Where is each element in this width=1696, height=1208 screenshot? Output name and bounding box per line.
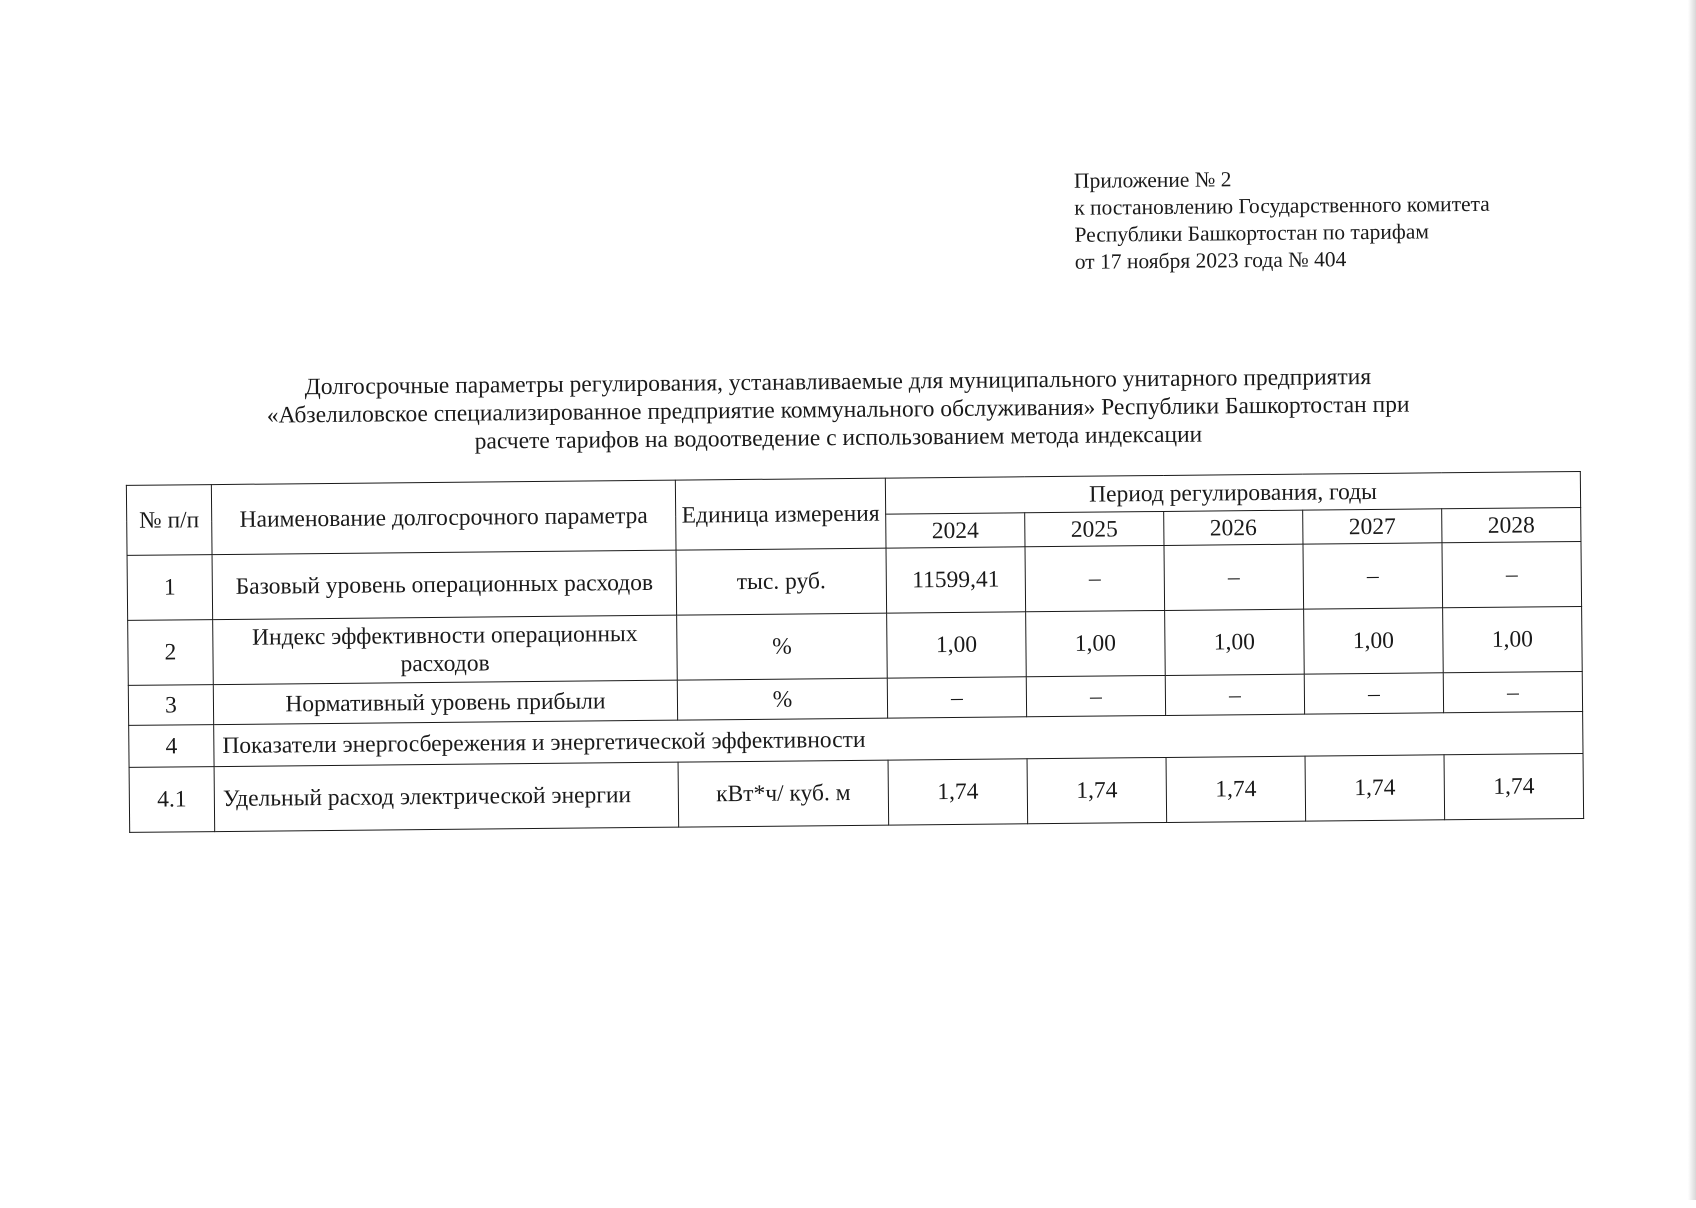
row-value: 1,00 <box>1026 610 1166 676</box>
row-value: – <box>1443 671 1582 712</box>
row-num: 3 <box>128 685 213 726</box>
appendix-line-4: от 17 ноября 2023 года № 404 <box>1074 247 1347 274</box>
appendix-line-2: к постановлению Государственного комитета <box>1074 191 1490 220</box>
row-value: – <box>887 677 1026 718</box>
row-unit: % <box>677 678 887 720</box>
header-num: № п/п <box>126 485 212 556</box>
row-value: 1,74 <box>1305 755 1445 821</box>
row-name: Нормативный уровень прибыли <box>213 680 677 724</box>
row-unit: тыс. руб. <box>676 548 887 615</box>
header-year: 2026 <box>1164 510 1303 545</box>
row-value: 1,74 <box>888 759 1028 825</box>
header-period: Период регулирования, годы <box>885 471 1580 514</box>
parameters-table <box>126 471 1584 833</box>
row-value: – <box>1304 673 1443 714</box>
appendix-block <box>1074 164 1491 276</box>
row-num: 1 <box>127 555 213 621</box>
row-value: 1,00 <box>1443 606 1583 672</box>
table-row <box>129 753 1584 832</box>
document-title <box>128 361 1549 459</box>
appendix-line-3: Республики Башкортостан по тарифам <box>1074 219 1430 247</box>
header-year: 2024 <box>886 513 1025 548</box>
row-value: 1,74 <box>1444 753 1584 819</box>
row-section-name: Показатели энергосбережения и энергетической эффективности <box>214 711 1583 766</box>
title-line-3: расчете тарифов на водоотведение с использованием метода индексации <box>474 421 1203 455</box>
header-year: 2025 <box>1025 511 1164 546</box>
row-value: 1,74 <box>1027 757 1167 823</box>
row-value: 1,00 <box>1304 608 1444 674</box>
row-value: 11599,41 <box>886 547 1026 613</box>
appendix-line-1: Приложение № 2 <box>1073 167 1232 193</box>
row-num: 4 <box>129 725 214 768</box>
row-name: Удельный расход электрической энергии <box>214 762 679 831</box>
row-value: – <box>1164 544 1304 610</box>
row-name: Индекс эффективности операционных расходов <box>213 615 678 684</box>
row-value: – <box>1442 541 1582 607</box>
row-num: 2 <box>128 620 214 686</box>
row-value: – <box>1025 545 1165 611</box>
row-value: – <box>1026 675 1165 716</box>
row-unit: % <box>677 613 888 680</box>
scan-edge-shadow <box>1688 0 1696 1200</box>
row-value: – <box>1165 674 1304 715</box>
row-value: 1,00 <box>887 612 1027 678</box>
row-num: 4.1 <box>129 767 215 833</box>
row-value: 1,74 <box>1166 756 1306 822</box>
header-year: 2028 <box>1442 507 1581 542</box>
row-name: Базовый уровень операционных расходов <box>212 550 677 619</box>
header-year: 2027 <box>1303 509 1442 544</box>
header-name: Наименование долгосрочного параметра <box>211 480 676 554</box>
header-unit: Единица измерения <box>675 478 886 550</box>
row-unit: кВт*ч/ куб. м <box>678 760 889 827</box>
row-value: 1,00 <box>1165 609 1305 675</box>
title-line-1: Долгосрочные параметры регулирования, устанавливаемые для муниципального унитарного предприятия <box>304 363 1372 401</box>
title-line-2: «Абзелиловское специализированное предприятие коммунального обслуживания» Республики Башкортостан при <box>266 391 1410 429</box>
row-value: – <box>1303 543 1443 609</box>
